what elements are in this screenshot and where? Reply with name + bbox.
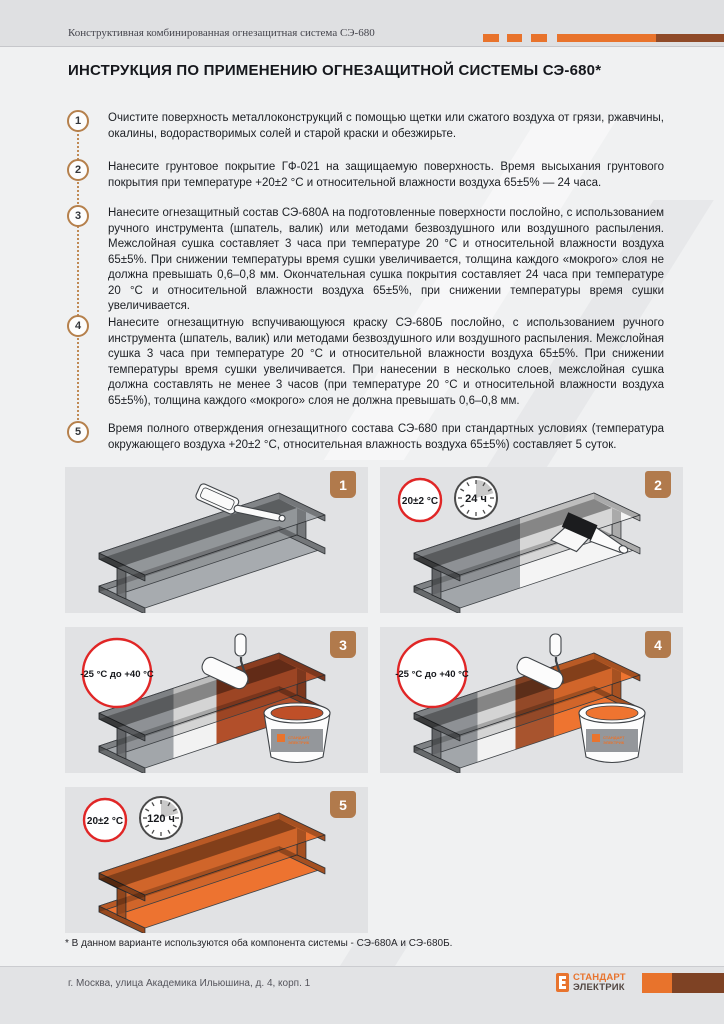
- paint-bucket-icon: [264, 703, 330, 763]
- svg-text:20±2 °C: 20±2 °C: [401, 496, 439, 507]
- panel-number-badge: 3: [330, 631, 356, 658]
- svg-text:-25 °C до +40 °C: -25 °C до +40 °C: [80, 669, 154, 680]
- temperature-range-badge: [80, 639, 154, 707]
- temperature-range-badge: [395, 639, 469, 707]
- paint-bucket-icon: [579, 703, 645, 763]
- panel-number-badge: 1: [330, 471, 356, 498]
- step-text: Время полного отверждения огнезащитного состава СЭ-680 при стандартных условиях (температура окружающего воздуха +20±2 °C, относительная влажность воздуха 65±5%) составляет 5 суток.: [108, 423, 664, 451]
- document-series-label: Конструктивная комбинированная огнезащитная система СЭ-680: [68, 27, 375, 39]
- svg-text:20±2 °C: 20±2 °C: [86, 816, 124, 827]
- step-text: Нанесите грунтовое покрытие ГФ-021 на защищаемую поверхность. Время высыхания грунтового покрытия при температуре +20±2 °C и относительной влажности воздуха 65±5% — 24 часа.: [108, 161, 664, 189]
- beam-illustration-component-a: [65, 627, 368, 773]
- step-text: Нанесите огнезащитный состав СЭ-680А на подготовленные поверхности послойно, с использованием ручного инструмента (шпатель, валик) или методами безвоздушного или воздушного распыления. Межслойная сушка составляет 3 часа при температуре 20 °C и относительной влажности воздуха 65±5%. При снижении температуры время сушки увеличивается, толщина каждого «мокрого» слоя не должна превышать 0,6–0,8 мм. Окончательная сушка покрытия составляет 24 часа при температуре 20 °C и относительной влажности воздуха 65±5%, при снижении температуры время сушки увеличивается.: [108, 207, 664, 312]
- beam-illustration-cured: [65, 787, 368, 933]
- standard-electric-logo-icon: [556, 973, 569, 992]
- illustration-panel-3: [65, 627, 368, 773]
- svg-text:24 ч: 24 ч: [465, 493, 487, 505]
- step-text: Нанесите огнезащитную вспучивающуюся краску СЭ-680Б послойно, с использованием ручного инструмента (шпатель, валик) или методами безвоздушного или воздушного распыления. Межслойная сушка 3 часа при температуре 20 °C и относительной влажности воздуха 65±5%. При снижении температуры время сушки увеличивается. При нанесении в несколько слоев, межслойная сушка должна составлять не менее 3 часов (при температуре 20 °C и относительной влажности воздуха 65±5%), толщина каждого «мокрого» слоя не должна превышать 0,6–0,8 мм.: [108, 317, 664, 407]
- step-number-circle: 1: [67, 110, 89, 132]
- illustration-panel-2: [380, 467, 683, 613]
- step-number-circle: 3: [67, 205, 89, 227]
- temperature-badge: [399, 479, 441, 521]
- svg-text:СТАНДАРТ: СТАНДАРТ: [603, 735, 625, 740]
- page-title: ИНСТРУКЦИЯ ПО ПРИМЕНЕНИЮ ОГНЕЗАЩИТНОЙ СИСТЕМЫ СЭ-680*: [68, 62, 602, 79]
- beam-illustration-clean: [65, 467, 368, 613]
- beam-illustration-component-b: [380, 627, 683, 773]
- clock-icon: [140, 797, 182, 839]
- header-dash-decoration: [507, 34, 522, 42]
- footnote: * В данном варианте используются оба компонента системы - СЭ-680А и СЭ-680Б.: [65, 938, 453, 949]
- illustration-panel-4: [380, 627, 683, 773]
- header-dash-decoration: [483, 34, 499, 42]
- panel-number-badge: 5: [330, 791, 356, 818]
- step-number-circle: 4: [67, 315, 89, 337]
- temperature-badge: [84, 799, 126, 841]
- logo-text-line1: СТАНДАРТ: [573, 972, 626, 983]
- company-address: г. Москва, улица Академика Ильюшина, д. 4, корп. 1: [68, 978, 311, 989]
- svg-text:-25 °C до +40 °C: -25 °C до +40 °C: [395, 669, 469, 680]
- svg-text:ЭЛЕКТРИК: ЭЛЕКТРИК: [288, 740, 310, 745]
- footer-bar-orange: [642, 973, 672, 993]
- illustration-panel-1: [65, 467, 368, 613]
- header-dash-decoration: [531, 34, 547, 42]
- svg-text:ЭЛЕКТРИК: ЭЛЕКТРИК: [603, 740, 625, 745]
- footer-bar-brown: [672, 973, 724, 993]
- footer-strip: [0, 966, 724, 1024]
- svg-text:СТАНДАРТ: СТАНДАРТ: [288, 735, 310, 740]
- header-bar-brown: [656, 34, 724, 42]
- panel-number-badge: 2: [645, 471, 671, 498]
- beam-illustration-primer: [380, 467, 683, 613]
- step-text: Очистите поверхность металлоконструкций с помощью щетки или сжатого воздуха от грязи, ржавчины, окалины, водорастворимых солей и старой краски и обезжирьте.: [108, 112, 664, 140]
- logo-text-line2: ЭЛЕКТРИК: [573, 981, 625, 993]
- header-bar-orange: [557, 34, 656, 42]
- illustration-panel-5: [65, 787, 368, 933]
- svg-text:120 ч: 120 ч: [147, 813, 175, 825]
- clock-icon: [455, 477, 497, 519]
- step-number-circle: 5: [67, 421, 89, 443]
- company-logo: [556, 973, 626, 992]
- panel-number-badge: 4: [645, 631, 671, 658]
- step-number-circle: 2: [67, 159, 89, 181]
